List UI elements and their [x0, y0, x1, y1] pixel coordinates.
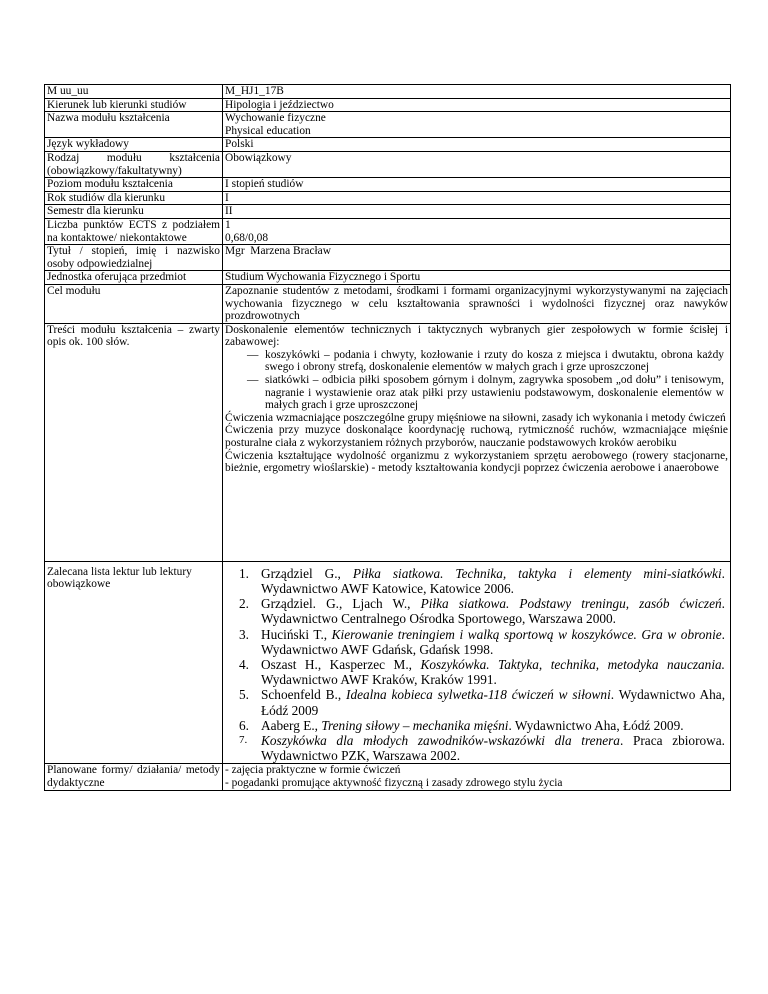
book-title: Koszykówka dla młodych zawodników-wskazówki dla trenera [261, 732, 620, 748]
row-label-unit: Jednostka oferująca przedmiot [45, 271, 223, 285]
row-label-methods: Planowane formy/ działania/ metody dydaktyczne [45, 764, 223, 790]
book-publisher: . Praca zbiorowa. Wydawnictwo PZK, Warszawa 2002. [261, 732, 725, 764]
content-paragraph-gym: Ćwiczenia wzmacniające poszczególne grupy mięśniowe na siłowni, zasady ich wykonania i metody ćwiczeń [225, 411, 726, 424]
table-row [45, 191, 731, 205]
table-row [45, 138, 731, 152]
row-value-reading [223, 561, 731, 764]
row-value-content [223, 323, 731, 561]
table-row [45, 218, 731, 244]
row-label-semester: Semestr dla kierunku [45, 205, 223, 219]
row-label-ects: Liczba punktów ECTS z podziałem na kontaktowe/ niekontaktowe [45, 218, 223, 244]
row-value-teacher: Mgr Marzena Bracław [223, 245, 731, 271]
reading-list [225, 562, 728, 764]
dash-bullet: — [247, 374, 259, 387]
book-title: Kierowanie treningiem i walką sportową w koszykówce. Gra w obronie [331, 626, 722, 642]
book-author: Oszast H., Kasperzec M., [261, 656, 421, 672]
book-title: Piłka siatkowa. Podstawy treningu, zasób ćwiczeń [420, 596, 722, 612]
list-item [225, 657, 728, 687]
table-row [45, 323, 731, 561]
book-author: Schoenfeld B., [261, 687, 347, 703]
row-value-methods [223, 764, 731, 790]
table-row [45, 561, 731, 764]
table-row [45, 245, 731, 271]
row-value-field-of-study: Hipologia i jeździectwo [223, 98, 731, 112]
row-label-reading: Zalecana lista lektur lub lektury obowiązkowe [45, 561, 223, 764]
list-item [225, 596, 728, 626]
book-author: Aaberg E., [261, 717, 322, 733]
table-row [45, 205, 731, 219]
module-description-table [44, 84, 731, 791]
module-name-en: Physical education [225, 124, 311, 137]
book-publisher: . Wydawnictwo AWF Gdańsk, Gdańsk 1998. [261, 626, 725, 657]
book-author: Huciński T., [261, 626, 332, 642]
table-row [45, 284, 731, 323]
row-label-content: Treści modułu kształcenia – zwarty opis ok. 100 słów. [45, 323, 223, 561]
table-row [45, 178, 731, 192]
book-title: Piłka siatkowa. Technika, taktyka i elementy mini-siatkówki [352, 565, 722, 581]
list-item [225, 374, 728, 412]
table-row [45, 112, 731, 138]
row-label-module-name: Nazwa modułu kształcenia [45, 112, 223, 138]
content-list [225, 349, 728, 412]
book-title: Trening siłowy – mechanika mięśni [321, 717, 509, 733]
list-item [225, 687, 728, 717]
row-value-semester: II [223, 205, 731, 219]
row-label-teacher: Tytuł / stopień, imię i nazwisko osoby odpowiedzialnej [45, 245, 223, 271]
ects-total: 1 [225, 218, 231, 231]
book-author: Grządziel. G., Ljach W., [261, 596, 421, 612]
book-author: Grządziel G., [261, 565, 353, 581]
row-label-module-type: Rodzaj modułu kształcenia (obowiązkowy/fakultatywny) [45, 151, 223, 177]
book-publisher: . Wydawnictwo Centralnego Ośrodka Sportowego, Warszawa 2000. [261, 596, 725, 627]
method-talks: - pogadanki promujące aktywność fizyczną i zasady zdrowego stylu życia [225, 776, 563, 789]
list-item [225, 349, 728, 374]
row-label-level: Poziom modułu kształcenia [45, 178, 223, 192]
table-row [45, 151, 731, 177]
item-number: 5. [239, 687, 249, 703]
row-value-goal: Zapoznanie studentów z metodami, środkami i formami organizacyjnymi wykorzystywanymi na zajęciach wychowania fizycznego w celu kształtowania sprawności i wydolności fizycznej oraz nawyków prozdrowotnych [223, 284, 731, 323]
list-item [225, 566, 728, 596]
content-item-volleyball: siatkówki – odbicia piłki sposobem górnym i dolnym, zagrywka sposobem „od dołu” i tenisowym, nagranie i wystawienie oraz atak piłki przy ustawieniu podstawowym, doskonalenie elementów w małych grach i grze uproszczonej [265, 374, 724, 412]
content-paragraph-aerobic: Ćwiczenia kształtujące wydolność organizmu z wykorzystaniem sprzętu aerobowego (rowery stacjonarne, bieżnie, ergometry wioślarskie) - metody kształtowania kondycji poprzez ćwiczenia aerobowe i anaerobowe [225, 449, 728, 475]
book-title: Koszykówka. Taktyka, technika, metodyka nauczania. [420, 656, 725, 672]
row-label-field-of-study: Kierunek lub kierunki studiów [45, 98, 223, 112]
ects-split: 0,68/0,08 [225, 231, 269, 244]
row-value-ects [223, 218, 731, 244]
row-value-year: I [223, 191, 731, 205]
item-number: 4. [239, 656, 249, 672]
table-row [45, 85, 731, 99]
row-label-language: Język wykładowy [45, 138, 223, 152]
book-publisher: . Wydawnictwo Aha, Łódź 2009 [261, 687, 726, 718]
module-name-pl: Wychowanie fizyczne [225, 112, 326, 125]
item-number: 7. [239, 733, 248, 746]
method-practical: - zajęcia praktyczne w formie ćwiczeń [225, 764, 401, 777]
list-item [225, 718, 728, 733]
item-number: 1. [239, 565, 249, 581]
row-value-language: Polski [223, 138, 731, 152]
book-publisher: . Wydawnictwo AWF Katowice, Katowice 2006. [261, 565, 725, 596]
table-row [45, 271, 731, 285]
item-number: 3. [239, 626, 249, 642]
row-value-module-name [223, 112, 731, 138]
content-paragraph-music: Ćwiczenia przy muzyce doskonalące koordynację ruchową, rytmiczność ruchów, wzmacniające mięśnie posturalne ciała z wykorzystaniem różnych przyborów, nauczanie podstawowych kroków aerobiku [225, 424, 728, 450]
book-publisher: Wydawnictwo AWF Kraków, Kraków 1991. [261, 672, 497, 688]
list-item [225, 627, 728, 657]
book-title: Idealna kobieca sylwetka-118 ćwiczeń w siłowni [346, 687, 611, 703]
item-number: 6. [239, 717, 249, 733]
table-row [45, 764, 731, 790]
row-label-year: Rok studiów dla kierunku [45, 191, 223, 205]
table-row [45, 98, 731, 112]
content-item-basketball: koszykówki – podania i chwyty, kozłowanie i rzuty do kosza z miejsca i dwutaktu, obrona każdy swego i obrony strefą, doskonalenie elementów w małych grach i grze uproszczonej [265, 348, 724, 374]
row-label-code: M uu_uu [45, 85, 223, 99]
dash-bullet: — [247, 348, 259, 361]
content-intro: Doskonalenie elementów technicznych i taktycznych wybranych gier zespołowych w formie ścisłej i zabawowej: [225, 323, 728, 349]
list-item [225, 733, 728, 763]
row-label-goal: Cel modułu [45, 284, 223, 323]
row-value-module-type: Obowiązkowy [223, 151, 731, 177]
book-publisher: . Wydawnictwo Aha, Łódź 2009. [508, 717, 684, 733]
row-value-level: I stopień studiów [223, 178, 731, 192]
row-value-code: M_HJ1_17B [223, 85, 731, 99]
row-value-unit: Studium Wychowania Fizycznego i Sportu [223, 271, 731, 285]
item-number: 2. [239, 596, 249, 612]
